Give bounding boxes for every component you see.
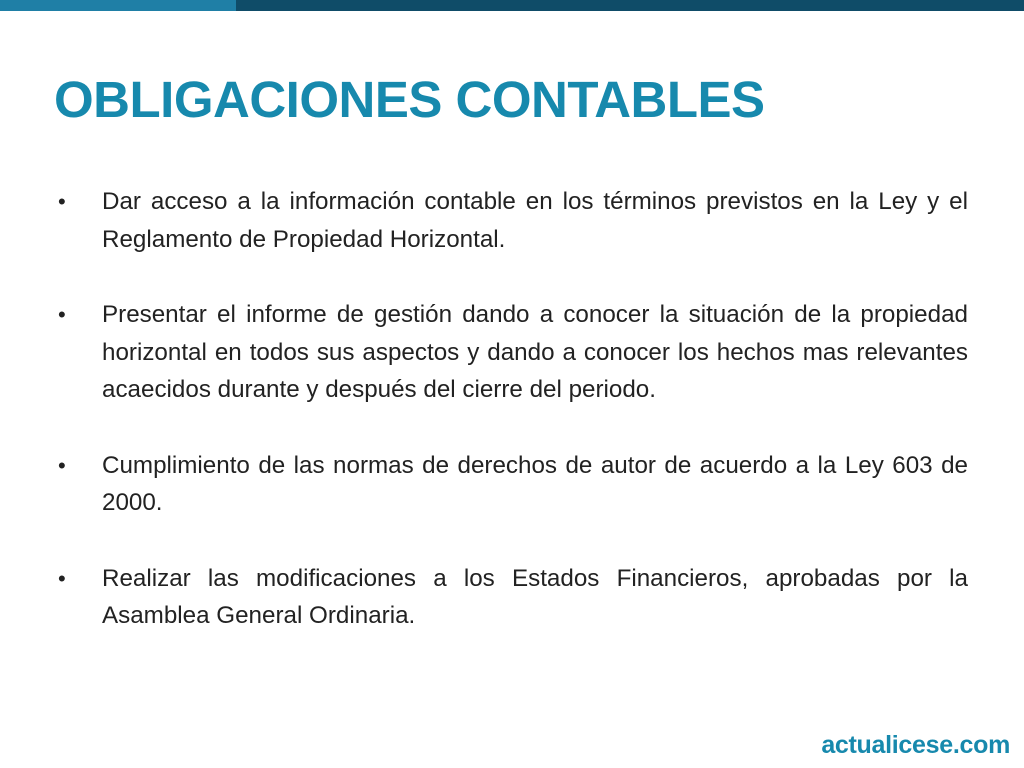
bullet-text: Presentar el informe de gestión dando a conocer la situación de la propiedad horizontal en todos sus aspectos y dando a conocer los hechos mas relevantes acaecidos durante y después del cierre del periodo. (102, 301, 968, 403)
bullet-text: Realizar las modificaciones a los Estados Financieros, aprobadas por la Asamblea General Ordinaria. (102, 564, 968, 629)
bullet-text: Dar acceso a la información contable en los términos previstos en la Ley y el Reglamento de Propiedad Horizontal. (102, 188, 968, 253)
bullet-dot-icon: • (58, 302, 66, 327)
bullet-text: Cumplimiento de las normas de derechos de autor de acuerdo a la Ley 603 de 2000. (102, 451, 968, 516)
bullet-item (56, 560, 968, 635)
top-decorative-bar (0, 0, 1024, 11)
obligations-bullet-list (56, 183, 968, 635)
bullet-item (56, 183, 968, 258)
bullet-item (56, 296, 968, 409)
top-bar-main-segment (236, 0, 1024, 11)
bullet-dot-icon: • (58, 565, 66, 591)
bullet-dot-icon: • (58, 452, 66, 478)
bullet-dot-icon: • (58, 189, 66, 214)
top-bar-accent-segment (0, 0, 236, 11)
slide-title: OBLIGACIONES CONTABLES (54, 71, 765, 128)
bullet-item (56, 447, 968, 522)
footer-brand-logo: actualicese.com (821, 731, 1010, 759)
